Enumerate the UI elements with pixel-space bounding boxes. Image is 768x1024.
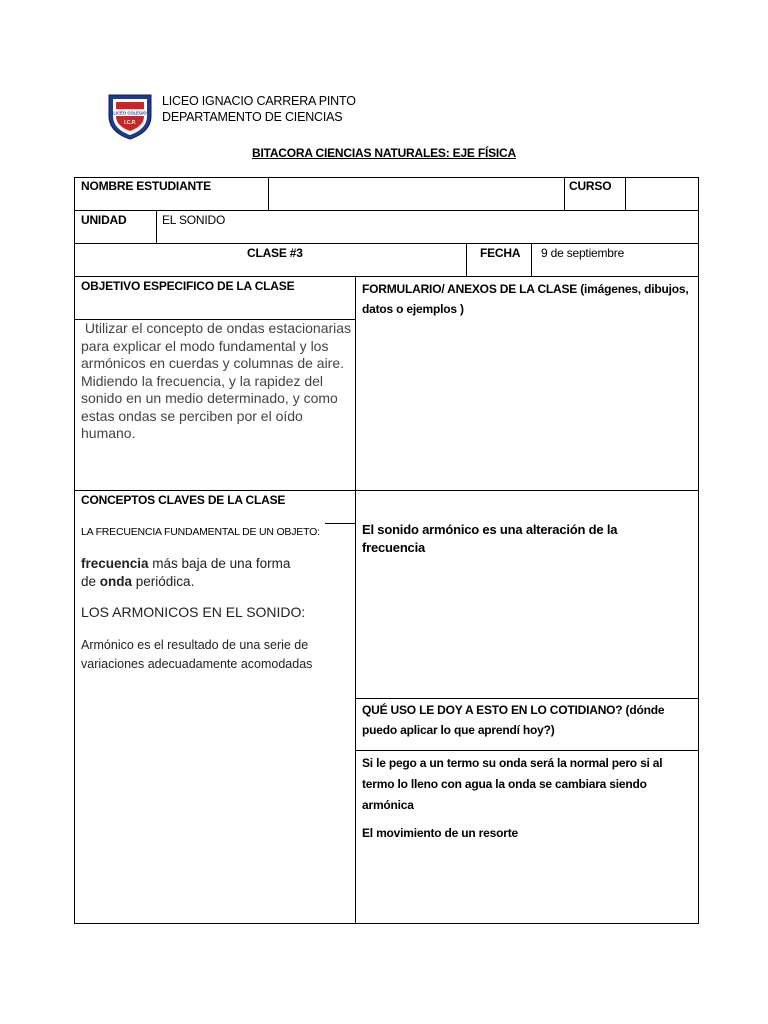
unit-label: UNIDAD — [81, 213, 127, 227]
student-name-field[interactable] — [272, 179, 560, 207]
school-logo — [107, 92, 153, 140]
fundamental-definition — [81, 555, 351, 591]
page-title: BITACORA CIENCIAS NATURALES: EJE FÍSICA — [252, 146, 516, 160]
armonicos-title: LOS ARMONICOS EN EL SONIDO: — [81, 604, 306, 620]
concepts-subtitle: LA FRECUENCIA FUNDAMENTAL DE UN OBJETO: — [81, 526, 320, 538]
objective-text: Utilizar el concepto de ondas estacionarias para explicar el modo fundamental y los armónicos en cuerdas y columnas de aire. Midiendo la frecuencia, y la rapidez del sonido en un medio determinado, y como estas ondas se perciben por el oído humano. — [81, 320, 355, 441]
formulario-label: FORMULARIO/ ANEXOS DE LA CLASE (imágenes, dibujos, datos o ejemplos ) — [362, 282, 689, 316]
class-number: CLASE #3 — [247, 246, 303, 260]
concepts-label: CONCEPTOS CLAVES DE LA CLASE — [81, 493, 286, 507]
armonicos-text: Armónico es el resultado de una serie de variaciones adecuadamente acomodadas — [81, 638, 313, 671]
annex-text: El sonido armónico es una alteración de la frecuencia — [362, 522, 618, 555]
school-name: LICEO IGNACIO CARRERA PINTO — [162, 94, 356, 108]
department-name: DEPARTAMENTO DE CIENCIAS — [162, 110, 343, 124]
def-text-2: periódica. — [132, 574, 195, 589]
def-bold-onda: onda — [99, 574, 133, 589]
uso-label: QUÉ USO LE DOY A ESTO EN LO COTIDIANO? (dónde puedo aplicar lo que aprendí hoy?) — [362, 703, 665, 737]
def-bold-frecuencia: frecuencia — [81, 556, 149, 571]
logo-initials: I.C.P. — [124, 120, 136, 126]
uso-answer-2: El movimiento de un resorte — [362, 826, 518, 840]
date-value: 9 de septiembre — [541, 246, 625, 260]
objective-label: OBJETIVO ESPECIFICO DE LA CLASE — [81, 279, 295, 293]
def-text-1: más baja de una forma — [148, 556, 291, 571]
def-pre-2: de — [81, 574, 100, 589]
course-field[interactable] — [629, 179, 695, 207]
student-name-label: NOMBRE ESTUDIANTE — [81, 179, 211, 193]
unit-value: EL SONIDO — [162, 213, 226, 227]
uso-answer-1: Si le pego a un termo su onda será la normal pero si al termo lo lleno con agua la onda se cambiara siendo armónica — [362, 756, 663, 812]
logo-text: LICEO COLEGIO — [113, 110, 147, 116]
course-label: CURSO — [569, 179, 612, 193]
date-label: FECHA — [480, 246, 521, 260]
